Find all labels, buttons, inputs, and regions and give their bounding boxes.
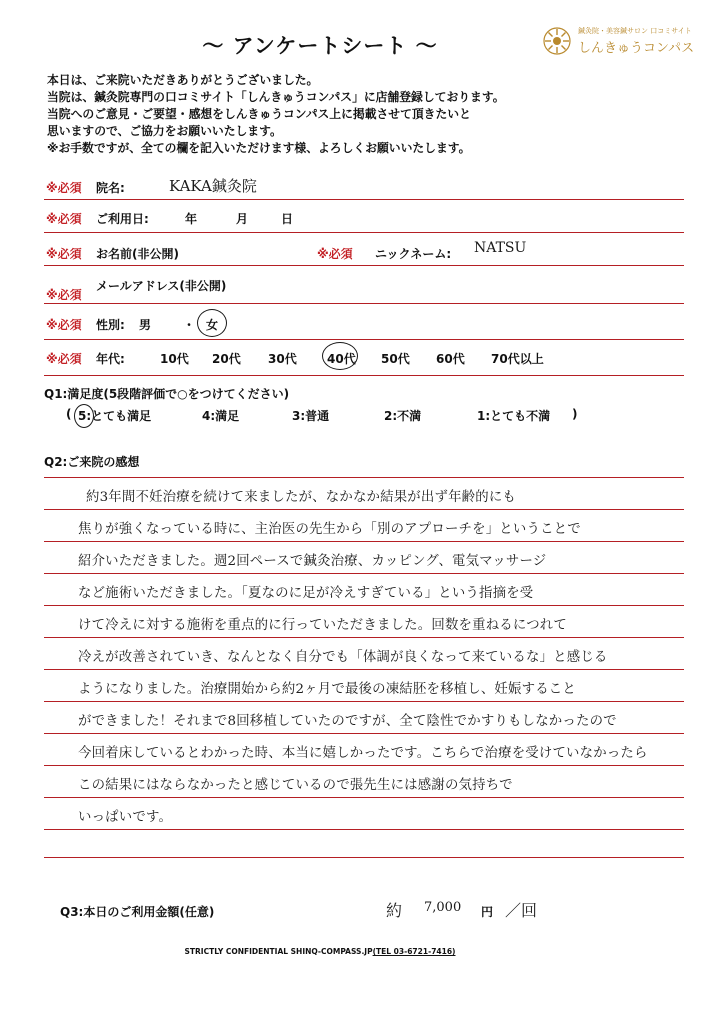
name-field[interactable] bbox=[44, 233, 684, 266]
answer-line: 冷えが改善されていき、なんとなく自分でも「体調が良くなって来ているな」と感じる bbox=[78, 650, 608, 665]
intro-line: 当院へのご意見・ご要望・感想をしんきゅうコンパス上に掲載させて頂きたいと bbox=[47, 107, 471, 121]
age-option-50s[interactable]: 50代 bbox=[381, 352, 410, 366]
brand-logo bbox=[542, 24, 717, 60]
logo-name: しんきゅうコンパス bbox=[578, 41, 695, 56]
answer-line: いっぱいです。 bbox=[78, 810, 173, 825]
q1-options[interactable] bbox=[44, 404, 684, 428]
footer-tel: (TEL 03-6721-7416) bbox=[372, 947, 456, 956]
date-month: 月 bbox=[236, 212, 249, 226]
q3-heading: Q3:本日のご利用金額(任意) bbox=[60, 905, 215, 919]
name-label: お名前(非公開) bbox=[96, 247, 179, 261]
q2-heading: Q2:ご来院の感想 bbox=[44, 455, 140, 469]
age-option-10s[interactable]: 10代 bbox=[160, 352, 189, 366]
intro-text bbox=[47, 72, 607, 157]
age-field[interactable] bbox=[44, 340, 684, 376]
nickname-label: ニックネーム: bbox=[375, 247, 452, 261]
date-day: 日 bbox=[281, 212, 294, 226]
gender-option-female[interactable]: 女 bbox=[206, 318, 219, 332]
required-mark: ※必須 bbox=[46, 212, 82, 226]
q1-close-paren: ) bbox=[572, 407, 578, 421]
age-option-20s[interactable]: 20代 bbox=[212, 352, 241, 366]
logo-subtitle: 鍼灸院・美容鍼サロン 口コミサイト bbox=[578, 27, 692, 35]
q3-unit: 円 bbox=[481, 905, 494, 919]
q3-amount: 7,000 bbox=[424, 900, 462, 915]
selection-circle bbox=[197, 309, 227, 337]
footer-text: STRICTLY CONFIDENTIAL SHINQ-COMPASS.JP bbox=[184, 947, 373, 956]
email-field[interactable] bbox=[44, 266, 684, 304]
q1-option-3[interactable]: 3:普通 bbox=[292, 409, 330, 423]
gender-label: 性別: bbox=[96, 318, 125, 332]
answer-line: 約3年間不妊治療を続けて来ましたが、なかなか結果が出ず年齢的にも bbox=[86, 490, 517, 505]
answer-line: 今回着床しているとわかった時、本当に嬉しかったです。こちらで治療を受けていなかったら bbox=[78, 746, 648, 761]
footer bbox=[0, 947, 640, 956]
required-mark: ※必須 bbox=[46, 247, 82, 261]
nickname-value: NATSU bbox=[474, 240, 527, 256]
selection-circle bbox=[322, 342, 358, 370]
answer-line: けて冷えに対する施術を重点的に行っていただきました。回数を重ねるにつれて bbox=[78, 618, 567, 633]
answer-line: この結果にはならなかったと感じているので張先生には感謝の気持ちで bbox=[78, 778, 513, 793]
age-option-70s-plus[interactable]: 70代以上 bbox=[491, 352, 544, 366]
intro-line: 思いますので、ご協力をお願いいたします。 bbox=[47, 124, 282, 138]
gender-field[interactable] bbox=[44, 304, 684, 340]
age-label: 年代: bbox=[96, 352, 125, 366]
answer-line: ようになりました。治療開始から約2ヶ月で最後の凍結胚を移植し、妊娠すること bbox=[78, 682, 576, 697]
q1-option-5[interactable]: 5:とても満足 bbox=[78, 409, 152, 423]
age-option-40s[interactable]: 40代 bbox=[327, 352, 356, 366]
email-label: メールアドレス(非公開) bbox=[96, 279, 227, 293]
intro-line: 当院は、鍼灸院専門の口コミサイト「しんきゅうコンパス」に店舗登録しております。 bbox=[47, 90, 505, 104]
q1-option-2[interactable]: 2:不満 bbox=[384, 409, 422, 423]
answer-line: ができました！それまで8回移植していたのですが、全て陰性でかすりもしなかったので bbox=[78, 714, 617, 729]
date-field[interactable] bbox=[44, 200, 684, 233]
q1-open-paren: ( bbox=[66, 407, 72, 421]
date-label: ご利用日: bbox=[96, 212, 149, 226]
required-mark: ※必須 bbox=[46, 181, 82, 195]
page-title: ～ アンケートシート ～ bbox=[202, 34, 438, 58]
q1-option-1[interactable]: 1:とても不満 bbox=[477, 409, 551, 423]
required-mark: ※必須 bbox=[46, 288, 82, 302]
clinic-field[interactable] bbox=[44, 167, 684, 200]
date-year: 年 bbox=[185, 212, 198, 226]
answer-line: など施術いただきました。「夏なのに足が冷えすぎている」という指摘を受 bbox=[78, 586, 534, 601]
answer-line: 焦りが強くなっている時に、主治医の先生から「別のアプローチを」ということで bbox=[78, 522, 581, 537]
answer-line: 紹介いただきました。週2回ペースで鍼灸治療、カッピング、電気マッサージ bbox=[78, 554, 547, 569]
required-mark: ※必須 bbox=[46, 352, 82, 366]
intro-line: 本日は、ご来院いただきありがとうございました。 bbox=[47, 73, 319, 87]
q1-option-4[interactable]: 4:満足 bbox=[202, 409, 240, 423]
required-mark: ※必須 bbox=[46, 318, 82, 332]
selection-circle bbox=[74, 404, 94, 428]
clinic-label: 院名: bbox=[96, 181, 125, 195]
clinic-value: KAKA鍼灸院 bbox=[169, 177, 257, 195]
required-mark: ※必須 bbox=[317, 247, 353, 261]
q3-approx-mark: 約 bbox=[386, 901, 403, 920]
gender-option-male[interactable]: 男 bbox=[139, 318, 152, 332]
q3-per-visit: ／回 bbox=[505, 901, 538, 920]
age-option-60s[interactable]: 60代 bbox=[436, 352, 465, 366]
age-option-30s[interactable]: 30代 bbox=[268, 352, 297, 366]
gender-separator: ・ bbox=[183, 318, 196, 332]
intro-line: ※お手数ですが、全ての欄を記入いただけます様、よろしくお願いいたします。 bbox=[47, 141, 471, 155]
compass-sun-icon bbox=[542, 26, 572, 56]
q1-heading: Q1:満足度(5段階評価で○をつけてください) bbox=[44, 387, 290, 401]
